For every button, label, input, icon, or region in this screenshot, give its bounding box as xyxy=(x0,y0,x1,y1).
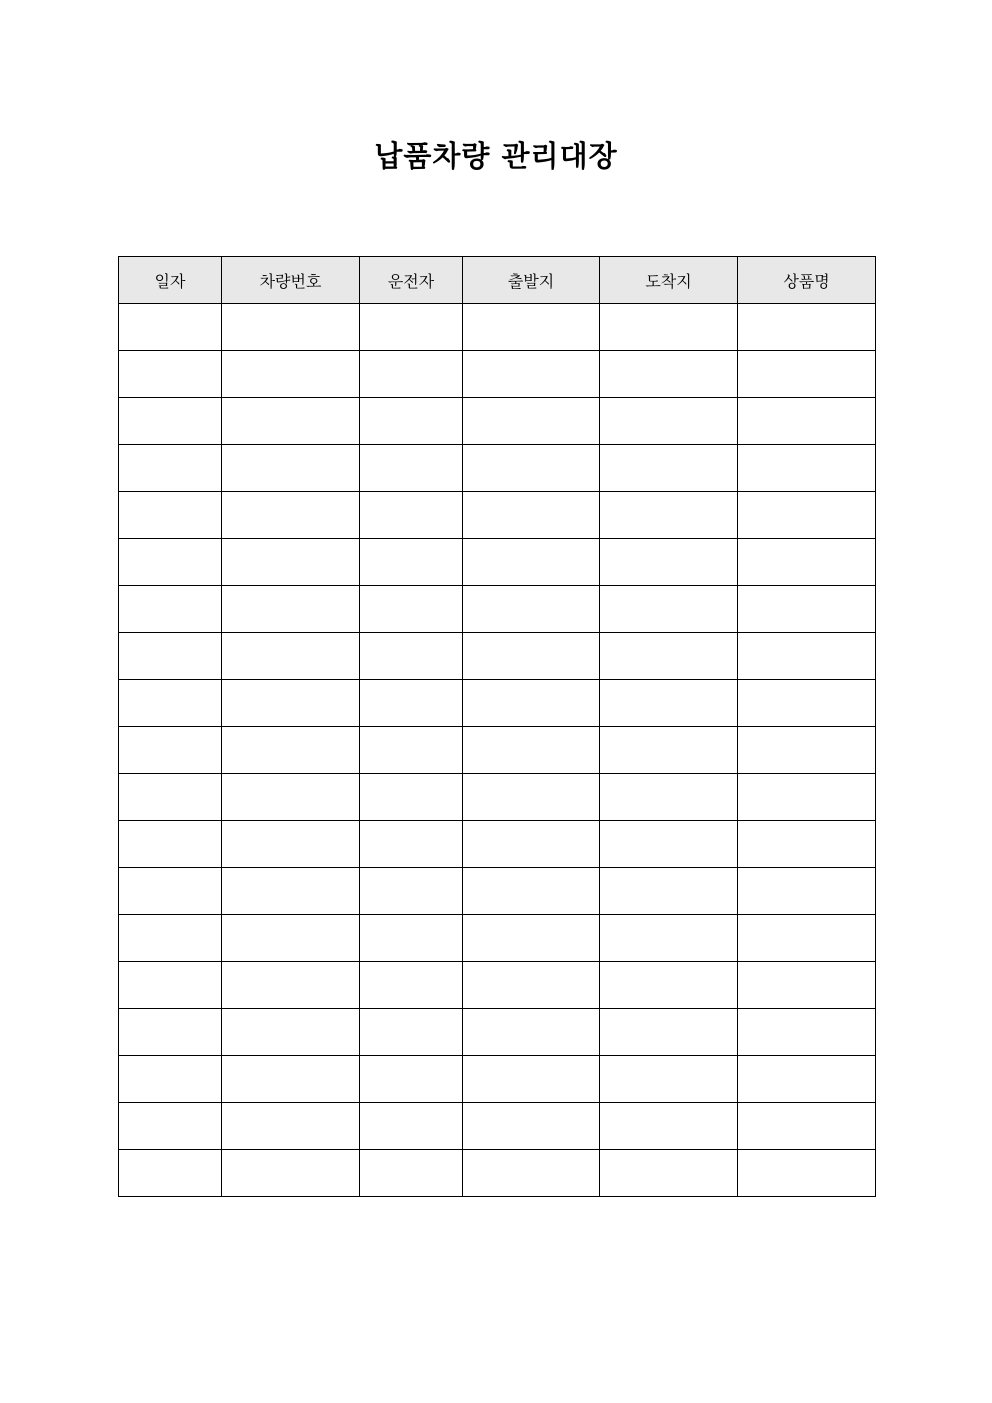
table-row xyxy=(119,1103,876,1150)
cell-date[interactable] xyxy=(119,445,222,492)
cell-vehicle-number[interactable] xyxy=(222,868,360,915)
cell-origin[interactable] xyxy=(463,304,600,351)
delivery-vehicle-ledger-table xyxy=(118,256,876,1197)
cell-product-name[interactable] xyxy=(738,1150,876,1197)
cell-product-name[interactable] xyxy=(738,398,876,445)
cell-destination[interactable] xyxy=(600,680,738,727)
cell-product-name[interactable] xyxy=(738,492,876,539)
cell-vehicle-number[interactable] xyxy=(222,445,360,492)
cell-date[interactable] xyxy=(119,821,222,868)
cell-vehicle-number[interactable] xyxy=(222,821,360,868)
table-row xyxy=(119,398,876,445)
cell-date[interactable] xyxy=(119,1150,222,1197)
cell-date[interactable] xyxy=(119,1103,222,1150)
cell-product-name[interactable] xyxy=(738,868,876,915)
table-row xyxy=(119,633,876,680)
table-row xyxy=(119,727,876,774)
cell-driver[interactable] xyxy=(360,445,463,492)
cell-driver[interactable] xyxy=(360,1103,463,1150)
header-date: 일자 xyxy=(119,257,222,304)
cell-destination[interactable] xyxy=(600,304,738,351)
cell-product-name[interactable] xyxy=(738,962,876,1009)
header-vehicle-number: 차량번호 xyxy=(222,257,360,304)
cell-origin[interactable] xyxy=(463,1103,600,1150)
cell-driver[interactable] xyxy=(360,351,463,398)
cell-vehicle-number[interactable] xyxy=(222,1150,360,1197)
cell-destination[interactable] xyxy=(600,727,738,774)
cell-origin[interactable] xyxy=(463,1009,600,1056)
cell-date[interactable] xyxy=(119,351,222,398)
cell-date[interactable] xyxy=(119,398,222,445)
cell-origin[interactable] xyxy=(463,492,600,539)
table-row xyxy=(119,962,876,1009)
cell-origin[interactable] xyxy=(463,586,600,633)
cell-date[interactable] xyxy=(119,1056,222,1103)
cell-destination[interactable] xyxy=(600,915,738,962)
cell-driver[interactable] xyxy=(360,1009,463,1056)
cell-destination[interactable] xyxy=(600,633,738,680)
cell-destination[interactable] xyxy=(600,962,738,1009)
cell-vehicle-number[interactable] xyxy=(222,727,360,774)
cell-date[interactable] xyxy=(119,727,222,774)
cell-vehicle-number[interactable] xyxy=(222,1009,360,1056)
cell-origin[interactable] xyxy=(463,962,600,1009)
cell-product-name[interactable] xyxy=(738,680,876,727)
cell-product-name[interactable] xyxy=(738,1009,876,1056)
cell-driver[interactable] xyxy=(360,915,463,962)
cell-date[interactable] xyxy=(119,915,222,962)
cell-destination[interactable] xyxy=(600,868,738,915)
cell-vehicle-number[interactable] xyxy=(222,539,360,586)
cell-origin[interactable] xyxy=(463,868,600,915)
cell-origin[interactable] xyxy=(463,445,600,492)
cell-product-name[interactable] xyxy=(738,727,876,774)
cell-vehicle-number[interactable] xyxy=(222,633,360,680)
cell-product-name[interactable] xyxy=(738,351,876,398)
cell-date[interactable] xyxy=(119,539,222,586)
cell-destination[interactable] xyxy=(600,1056,738,1103)
cell-origin[interactable] xyxy=(463,774,600,821)
table-header-row xyxy=(119,257,876,304)
cell-destination[interactable] xyxy=(600,821,738,868)
cell-date[interactable] xyxy=(119,633,222,680)
cell-driver[interactable] xyxy=(360,1056,463,1103)
cell-driver[interactable] xyxy=(360,1150,463,1197)
header-destination: 도착지 xyxy=(600,257,738,304)
header-product-name: 상품명 xyxy=(738,257,876,304)
cell-destination[interactable] xyxy=(600,492,738,539)
cell-vehicle-number[interactable] xyxy=(222,492,360,539)
table-row xyxy=(119,445,876,492)
cell-product-name[interactable] xyxy=(738,915,876,962)
cell-date[interactable] xyxy=(119,680,222,727)
cell-origin[interactable] xyxy=(463,398,600,445)
cell-origin[interactable] xyxy=(463,915,600,962)
cell-date[interactable] xyxy=(119,962,222,1009)
table-row xyxy=(119,304,876,351)
cell-vehicle-number[interactable] xyxy=(222,1056,360,1103)
cell-destination[interactable] xyxy=(600,445,738,492)
cell-origin[interactable] xyxy=(463,633,600,680)
cell-destination[interactable] xyxy=(600,351,738,398)
cell-product-name[interactable] xyxy=(738,633,876,680)
table-row xyxy=(119,821,876,868)
cell-driver[interactable] xyxy=(360,774,463,821)
cell-vehicle-number[interactable] xyxy=(222,962,360,1009)
table-row xyxy=(119,774,876,821)
cell-driver[interactable] xyxy=(360,680,463,727)
cell-date[interactable] xyxy=(119,868,222,915)
cell-product-name[interactable] xyxy=(738,445,876,492)
cell-driver[interactable] xyxy=(360,633,463,680)
cell-destination[interactable] xyxy=(600,1009,738,1056)
cell-product-name[interactable] xyxy=(738,539,876,586)
cell-driver[interactable] xyxy=(360,727,463,774)
cell-product-name[interactable] xyxy=(738,821,876,868)
cell-destination[interactable] xyxy=(600,586,738,633)
cell-driver[interactable] xyxy=(360,304,463,351)
table-row xyxy=(119,1009,876,1056)
cell-origin[interactable] xyxy=(463,680,600,727)
cell-origin[interactable] xyxy=(463,539,600,586)
cell-date[interactable] xyxy=(119,586,222,633)
table-row xyxy=(119,915,876,962)
cell-vehicle-number[interactable] xyxy=(222,304,360,351)
header-driver: 운전자 xyxy=(360,257,463,304)
table-row xyxy=(119,586,876,633)
table-row xyxy=(119,539,876,586)
cell-vehicle-number[interactable] xyxy=(222,586,360,633)
cell-destination[interactable] xyxy=(600,774,738,821)
cell-origin[interactable] xyxy=(463,727,600,774)
cell-date[interactable] xyxy=(119,492,222,539)
table-row xyxy=(119,1056,876,1103)
table-row xyxy=(119,1150,876,1197)
cell-product-name[interactable] xyxy=(738,1056,876,1103)
cell-destination[interactable] xyxy=(600,398,738,445)
document-title: 납품차량 관리대장 xyxy=(374,139,618,173)
cell-date[interactable] xyxy=(119,304,222,351)
cell-date[interactable] xyxy=(119,774,222,821)
cell-driver[interactable] xyxy=(360,586,463,633)
cell-driver[interactable] xyxy=(360,821,463,868)
cell-product-name[interactable] xyxy=(738,304,876,351)
cell-product-name[interactable] xyxy=(738,586,876,633)
cell-origin[interactable] xyxy=(463,1150,600,1197)
cell-vehicle-number[interactable] xyxy=(222,680,360,727)
cell-product-name[interactable] xyxy=(738,1103,876,1150)
cell-product-name[interactable] xyxy=(738,774,876,821)
cell-driver[interactable] xyxy=(360,492,463,539)
cell-vehicle-number[interactable] xyxy=(222,351,360,398)
cell-vehicle-number[interactable] xyxy=(222,774,360,821)
cell-driver[interactable] xyxy=(360,539,463,586)
cell-date[interactable] xyxy=(119,1009,222,1056)
cell-vehicle-number[interactable] xyxy=(222,915,360,962)
cell-driver[interactable] xyxy=(360,962,463,1009)
cell-driver[interactable] xyxy=(360,868,463,915)
table-row xyxy=(119,680,876,727)
table-body xyxy=(119,304,876,1197)
cell-origin[interactable] xyxy=(463,821,600,868)
cell-origin[interactable] xyxy=(463,351,600,398)
cell-destination[interactable] xyxy=(600,539,738,586)
table-row xyxy=(119,868,876,915)
table-row xyxy=(119,492,876,539)
cell-vehicle-number[interactable] xyxy=(222,1103,360,1150)
header-origin: 출발지 xyxy=(463,257,600,304)
table-row xyxy=(119,351,876,398)
cell-destination[interactable] xyxy=(600,1103,738,1150)
cell-driver[interactable] xyxy=(360,398,463,445)
cell-destination[interactable] xyxy=(600,1150,738,1197)
cell-origin[interactable] xyxy=(463,1056,600,1103)
cell-vehicle-number[interactable] xyxy=(222,398,360,445)
